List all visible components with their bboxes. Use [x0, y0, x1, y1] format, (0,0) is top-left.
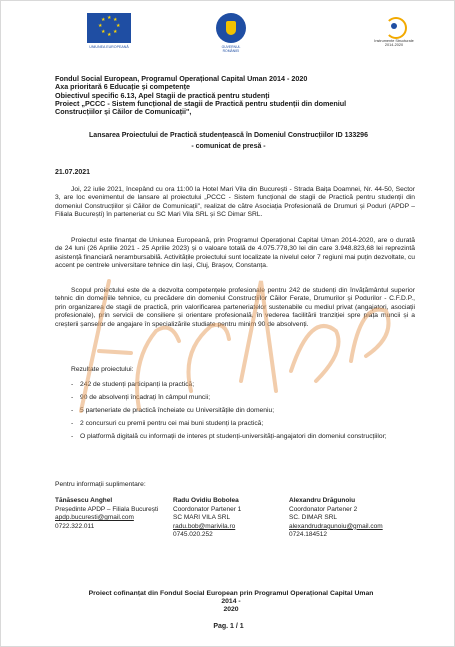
structural-funds-icon: [383, 15, 405, 37]
contacts-title: Pentru informații suplimentare:: [55, 481, 146, 488]
header-line-fund: Fondul Social European, Programul Operațional Capital Uman 2014 - 2020: [55, 74, 308, 83]
contact-dimar: [289, 497, 409, 540]
contact-phone: 0724.184512: [289, 531, 327, 539]
contact-role: Președinte APDP – Filiala București: [55, 505, 159, 513]
header-line-axis: Axa prioritară 6 Educație și competențe: [55, 82, 191, 92]
contact-name: Tănăsescu Anghel: [55, 497, 113, 504]
list-item: - 90 de absolvenți încadrați în câmpul muncii;: [71, 394, 411, 402]
document-footer: Proiect cofinanțat din Fondul Social European prin Programul Operațional Capital Uman 2014 - 2020: [88, 590, 374, 614]
results-title: Rezultate proiectului:: [71, 366, 134, 373]
list-item: - 5 parteneriate de practică încheiate cu Universitățile din domeniu;: [71, 407, 411, 415]
government-logo: [215, 13, 247, 53]
header-line-objective: Obiectivul specific 6.13, Apel Stagii de practică pentru studenți: [55, 90, 270, 100]
structural-funds-caption: Instrumente Structurale 2014-2020: [374, 39, 414, 48]
paragraph-funding: Proiectul este finanțat de Uniunea Europeană, prin Programul Operațional Capital Uman 2014-2020, are o durată de 24 luni (26 Aprilie 2021 - 25 Aprilie 2023) și o valoare totală de 4.075.778,30 lei din care 3.948.823,68 lei reprezintă asistență financiară nerambursabilă. Activitățile proiectului sunt localizate la nivelul celor 7 regiuni mai puțin dezvoltate, cu accent pe centrele universitare tehnice din Iași, Cluj, Brașov, Constanța.: [55, 237, 415, 270]
contact-email-link[interactable]: alexandrudragunoiu@gmail.com: [289, 522, 383, 530]
document-header: [55, 75, 415, 116]
list-item: - O platformă digitală cu informații de interes pt studenți-universități-angajatori din domeniul construcțiilor;: [71, 433, 411, 441]
contact-company: SC. DIMAR SRL: [289, 514, 338, 522]
release-date: 21.07.2021: [55, 169, 91, 176]
contact-apdp: [55, 497, 165, 531]
list-item: - 2 concursuri cu premii pentru cei mai buni studenți la practică;: [71, 420, 411, 428]
press-release-subtitle: - comunicat de presă -: [191, 143, 266, 150]
contact-role: Coordonator Partener 2: [289, 505, 358, 513]
eu-logo-caption: UNIUNEA EUROPEANĂ: [89, 45, 129, 49]
contact-company: SC MARI VILA SRL: [173, 514, 231, 522]
paragraph-scope: Scopul proiectului este de a dezvolta competențele profesionale pentru 242 de studenți din învățământul superior tehnic din domeniile tehnice, cu precădere din domeniul Construcțiilor Căilor Ferate, Drumurilor și Podurilor - C.F.D.P., prin organizarea de stagii de practică, prin valorificarea parteneriatelor sustenabile cu mediul privat (angajatori, asociații profesionale), prin servicii de consiliere și orientare profesională, în vederea facilitării tranziției spre piața muncii și a creșterii șanselor de angajare în specializările studiate pentru minim 90 de absolvenți.: [55, 287, 415, 328]
header-line-project-cont: Construcțiilor și Căilor de Comunicații",: [55, 107, 192, 117]
contact-name: Alexandru Drăgunoiu: [289, 497, 356, 504]
structural-funds-logo: [364, 15, 424, 57]
contact-email-link[interactable]: radu.bob@marivila.ro: [173, 522, 236, 530]
contact-phone: 0745.020.252: [173, 531, 213, 539]
list-item: - 242 de studenți participanți la practică;: [71, 381, 411, 389]
contact-phone: 0722.322.011: [55, 522, 95, 530]
contact-name: Radu Ovidiu Bobolea: [173, 497, 239, 504]
government-logo-caption: GUVERNUL ROMÂNIEI: [221, 45, 241, 53]
eu-flag-icon: ★ ★ ★ ★ ★ ★ ★ ★: [87, 13, 131, 43]
contact-role: Coordonator Partener 1: [173, 505, 242, 513]
press-release-title: Lansarea Proiectului de Practică studențească în Domeniul Construcțiilor ID 133296: [89, 132, 368, 139]
romanian-government-emblem-icon: [216, 13, 246, 43]
results-list: [71, 381, 411, 446]
paragraph-event: Joi, 22 iulie 2021, începând cu ora 11:00 la Hotel Mari Vila din București - Strada Baița Doamnei, Nr. 44-50, Sector 3, are loc evenimentul de lansare al proiectului „PCCC - Sistem funcțional de stagii de Practică pentru studenții din domeniul Construcțiilor și Căilor de Comunicații", realizat de către Asociația Profesională de Drumuri și Poduri (APDP – Filiala București) în parteneriat cu SC Mari Vila SRL și SC Dimar SRL.: [55, 186, 415, 219]
page-number: Pag. 1 / 1: [213, 623, 244, 630]
header-line-project: Proiect „PCCC - Sistem funcțional de stagii de Practică pentru studenții din domeniul: [55, 98, 347, 108]
contact-mari-vila: [173, 497, 278, 540]
contact-email-link[interactable]: apdp.bucuresti@gmail.com: [55, 514, 134, 522]
eu-logo: [87, 13, 131, 53]
